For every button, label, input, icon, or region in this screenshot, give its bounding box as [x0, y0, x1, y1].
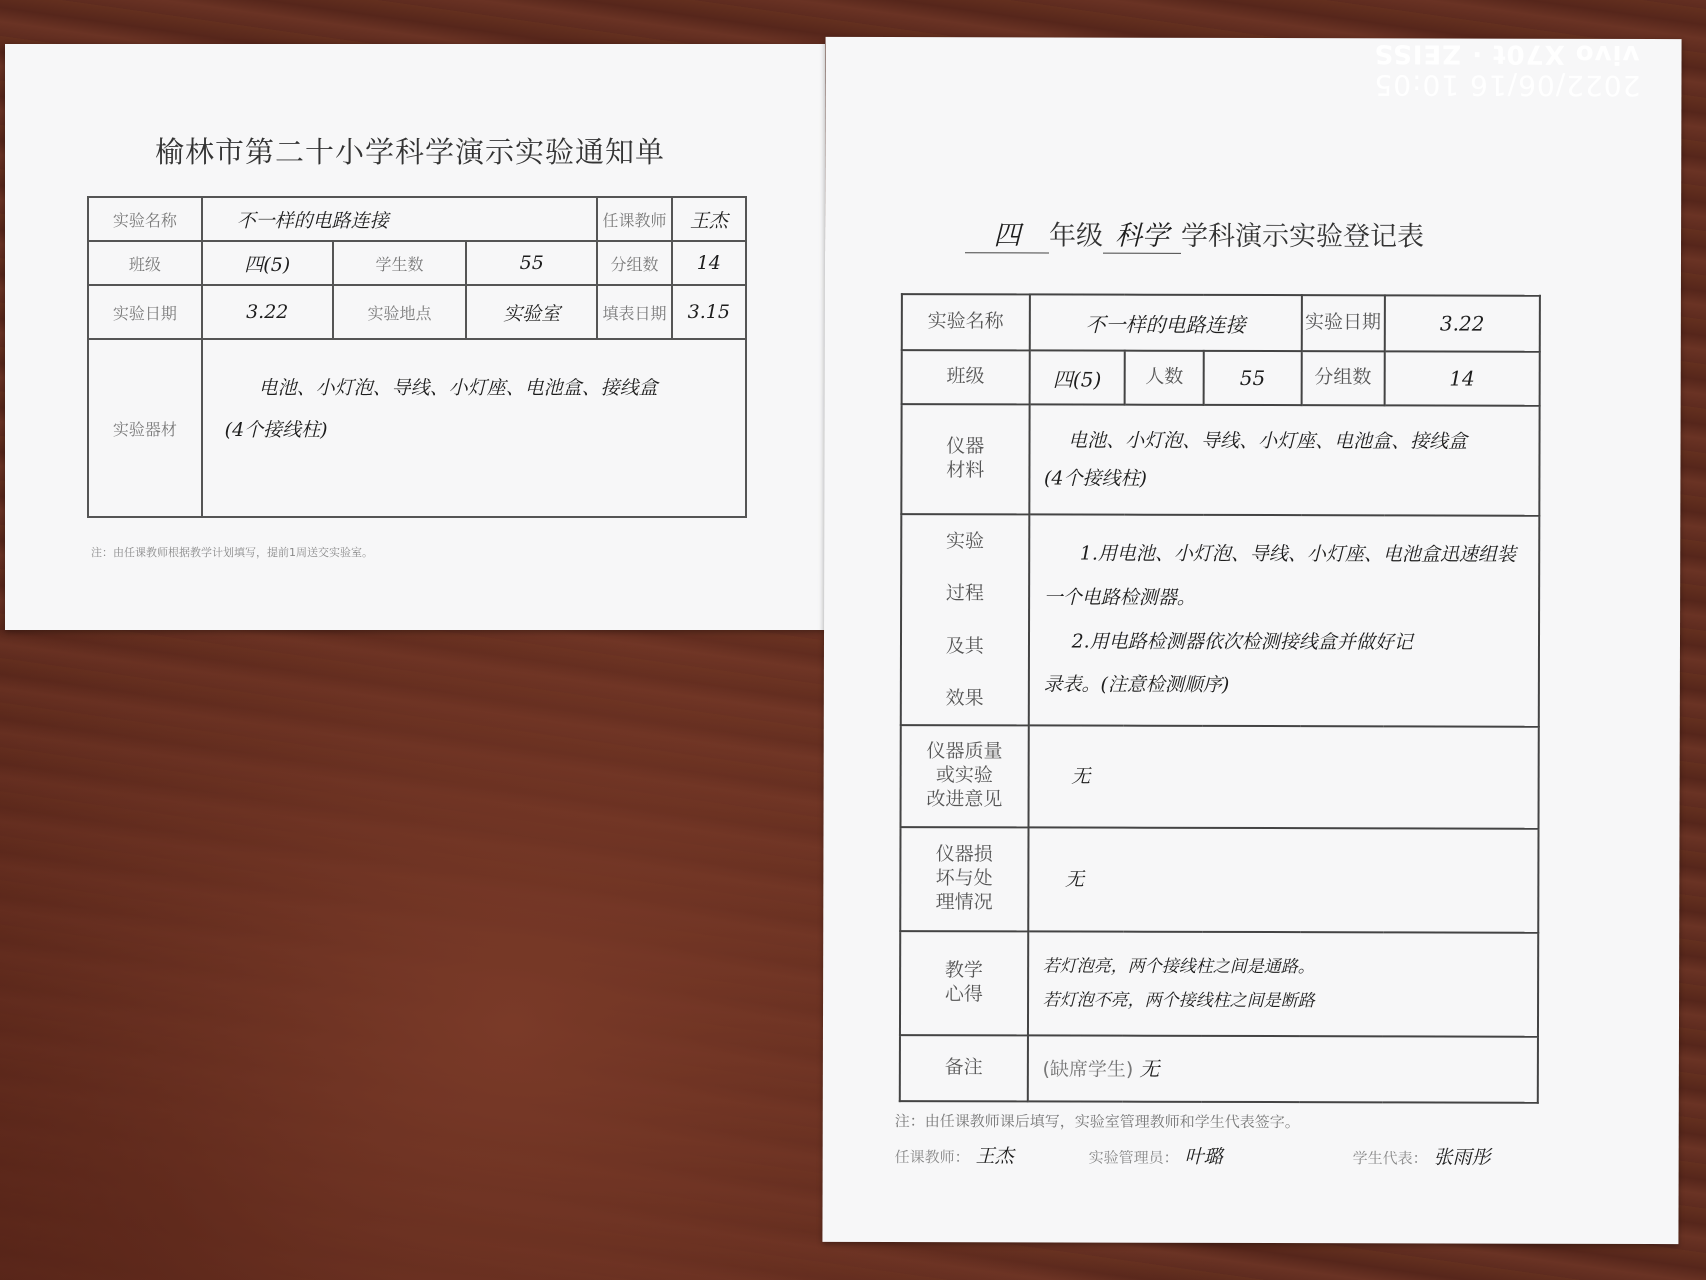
notice-equipment-line-2: (4个接线柱) [224, 418, 328, 441]
register-label-quality [901, 725, 1029, 827]
notice-label-fill-date: 填表日期 [597, 285, 671, 339]
experiment-notice-sheet [5, 44, 825, 630]
register-value-groups: 14 [1384, 351, 1539, 405]
register-label-reflection [900, 931, 1028, 1035]
register-label-process-3: 及其 [945, 634, 984, 657]
signature-teacher-label: 任课教师： [894, 1148, 970, 1167]
register-remark-printed: (缺席学生) [1042, 1058, 1134, 1081]
notice-label-date: 实验日期 [88, 285, 202, 339]
camera-model: vivo X70t · ZEISS [1373, 38, 1640, 70]
notice-label-equipment: 实验器材 [88, 339, 202, 517]
register-label-reflection-2: 心得 [944, 983, 983, 1006]
register-label-process [901, 514, 1029, 725]
notice-value-name: 不一样的电路连接 [202, 197, 598, 241]
signature-student-value: 张雨彤 [1433, 1146, 1491, 1169]
register-label-name: 实验名称 [902, 294, 1030, 350]
register-label-reflection-1: 教学 [944, 959, 983, 982]
register-title [965, 213, 1424, 254]
notice-label-place: 实验地点 [333, 285, 466, 339]
register-label-damage [900, 827, 1028, 931]
register-label-quality-1: 仪器质量 [926, 740, 1003, 763]
register-label-damage-3: 理情况 [935, 891, 993, 914]
register-title-grade-suffix: 年级 [1049, 220, 1104, 252]
signature-student-label: 学生代表： [1352, 1149, 1428, 1168]
register-materials-line-2: (4个接线柱) [1043, 467, 1147, 490]
register-label-damage-2: 坏与处 [935, 867, 993, 890]
register-materials-line-1: 电池、小灯泡、导线、小灯座、电池盒、接线盒 [1068, 429, 1468, 453]
register-label-remark: 备注 [900, 1035, 1028, 1101]
notice-label-name: 实验名称 [88, 197, 202, 241]
register-label-count: 人数 [1125, 351, 1204, 405]
notice-value-date: 3.22 [202, 285, 333, 339]
notice-value-students: 55 [466, 241, 597, 285]
register-value-process [1028, 514, 1539, 726]
signature-admin-label: 实验管理员： [1088, 1148, 1179, 1167]
signature-teacher [895, 1141, 1014, 1168]
register-remark-handwritten: 无 [1139, 1056, 1160, 1081]
register-label-groups: 分组数 [1301, 351, 1384, 405]
notice-label-teacher: 任课教师 [597, 197, 671, 241]
notice-value-fill-date: 3.15 [672, 285, 746, 339]
experiment-register-sheet [822, 37, 1681, 1244]
register-label-damage-1: 仪器损 [935, 843, 993, 866]
register-title-rest: 学科演示实验登记表 [1181, 220, 1425, 253]
register-value-quality: 无 [1028, 725, 1539, 828]
register-value-reflection [1028, 931, 1539, 1036]
signature-teacher-value: 王杰 [975, 1145, 1014, 1168]
register-value-class: 四(5) [1029, 350, 1125, 404]
register-label-process-4: 效果 [945, 686, 984, 710]
register-value-name: 不一样的电路连接 [1029, 294, 1301, 351]
register-table [899, 293, 1541, 1104]
register-label-materials [901, 404, 1029, 514]
signature-admin-value: 叶璐 [1184, 1145, 1223, 1168]
notice-value-class: 四(5) [202, 241, 333, 285]
register-footnote: 注：由任课教师课后填写，实验室管理教师和学生代表签字。 [894, 1112, 1300, 1132]
notice-value-groups: 14 [672, 241, 746, 285]
register-value-remark [1027, 1035, 1538, 1102]
notice-table [87, 196, 747, 518]
register-label-materials-1: 仪器 [946, 435, 985, 458]
register-process-line-3: 2.用电路检测器依次检测接线盒并做好记 [1071, 630, 1413, 653]
register-label-materials-2: 材料 [946, 459, 985, 482]
register-label-quality-3: 改进意见 [926, 788, 1003, 811]
register-value-materials [1029, 404, 1540, 515]
notice-value-place: 实验室 [466, 285, 597, 339]
register-label-class: 班级 [902, 350, 1030, 404]
register-process-line-4: 录表。(注意检测顺序) [1043, 673, 1230, 697]
camera-timestamp: 2022/06/16 10:05 [1373, 68, 1641, 103]
register-title-subject: 科学 [1103, 214, 1181, 254]
notice-value-equipment [202, 339, 746, 517]
notice-label-groups: 分组数 [597, 241, 671, 285]
register-value-date: 3.22 [1384, 295, 1539, 351]
notice-label-students: 学生数 [333, 241, 466, 285]
notice-label-class: 班级 [88, 241, 202, 285]
notice-value-teacher: 王杰 [672, 197, 746, 241]
camera-watermark [1373, 38, 1663, 102]
register-value-count: 55 [1204, 351, 1302, 405]
register-label-quality-2: 或实验 [935, 764, 993, 787]
register-value-damage: 无 [1028, 827, 1539, 932]
register-label-process-2: 过程 [945, 582, 984, 605]
register-label-process-1: 实验 [946, 530, 985, 553]
signature-admin [1089, 1142, 1223, 1169]
register-process-line-2: 一个电路检测器。 [1043, 586, 1196, 609]
register-label-date: 实验日期 [1302, 295, 1385, 351]
register-reflection-line-2: 若灯泡不亮，两个接线柱之间是断路 [1042, 990, 1315, 1012]
register-title-grade: 四 [965, 213, 1049, 253]
signature-student [1353, 1142, 1491, 1169]
notice-footnote: 注：由任课教师根据教学计划填写，提前1周送交实验室。 [91, 546, 373, 559]
notice-title: 榆林市第二十小学科学演示实验通知单 [155, 135, 666, 169]
notice-equipment-line-1: 电池、小灯泡、导线、小灯座、电池盒、接线盒 [258, 377, 658, 399]
register-reflection-line-1: 若灯泡亮，两个接线柱之间是通路。 [1042, 956, 1315, 978]
register-process-line-1: 1.用电池、小灯泡、导线、小灯座、电池盒迅速组装 [1079, 542, 1516, 566]
